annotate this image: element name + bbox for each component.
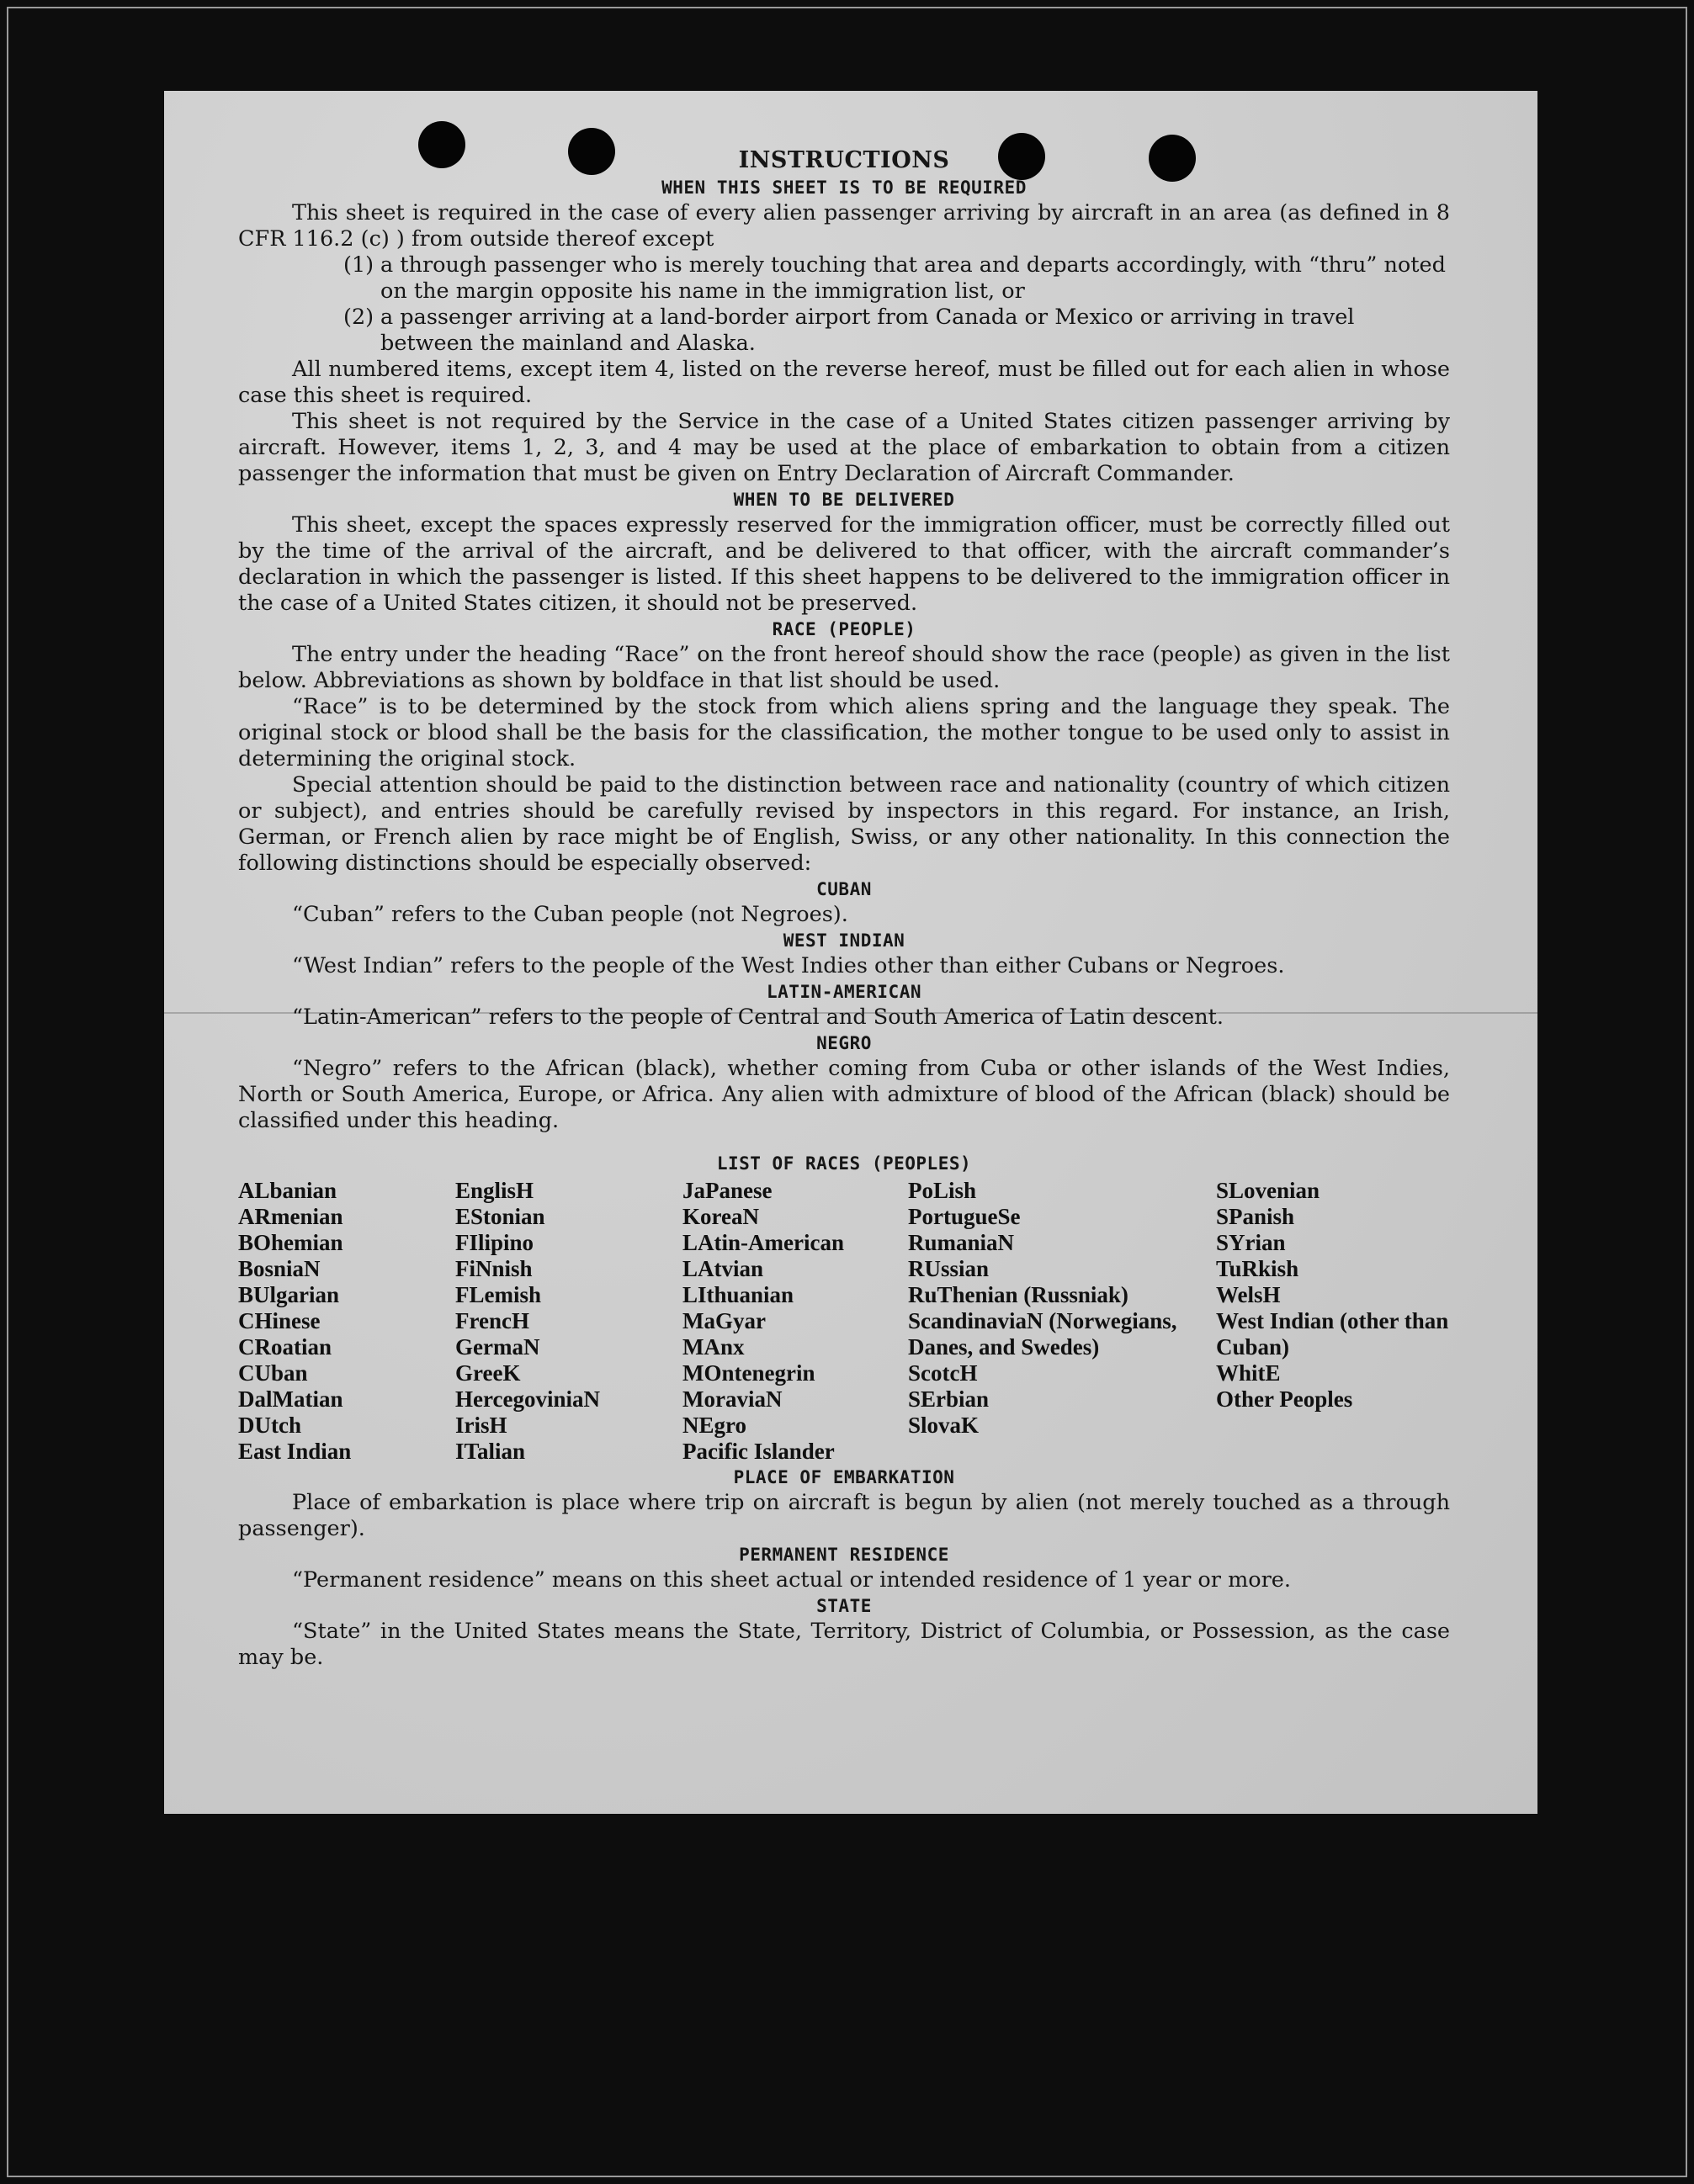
race-entry: RumaniaN <box>908 1230 1015 1255</box>
race-entry: ScandinaviaN (Norwegians, Danes, and Swedes) <box>908 1308 1177 1360</box>
race-entry: ARmenian <box>238 1204 343 1229</box>
exception-item <box>238 252 1450 305</box>
heading-negro: NEGRO <box>816 1033 872 1053</box>
race-entry: BOhemian <box>238 1230 343 1255</box>
race-entry: West Indian (other than Cuban) <box>1216 1308 1449 1360</box>
cuban-text: “Cuban” refers to the Cuban people (not Negroes). <box>292 902 848 927</box>
race-entry: SPanish <box>1216 1204 1295 1229</box>
race-entry: SlovaK <box>908 1413 980 1438</box>
race-entry: LAtvian <box>682 1256 764 1281</box>
page-title: INSTRUCTIONS <box>738 147 950 173</box>
heading-when-delivered: WHEN TO BE DELIVERED <box>733 490 955 510</box>
latin-american-text: “Latin-American” refers to the people of Central and South America of Latin descent. <box>292 1005 1224 1030</box>
race-entry: FrencH <box>455 1308 529 1333</box>
race-entry: PoLish <box>908 1178 977 1203</box>
race-entry: JaPanese <box>682 1178 773 1203</box>
race-paragraph: Special attention should be paid to the distinction between race and nationality (country of which citizen or subject), and entries should be carefully revised by inspectors in this regard. For instance, an Irish, German, or French alien by race might be of English, Swiss, or any other nationality. In this connection the following distinctions should be especially observed: <box>238 772 1450 876</box>
races-column <box>682 1178 908 1465</box>
race-entry: MoraviaN <box>682 1386 783 1412</box>
embarkation-text: Place of embarkation is place where trip on aircraft is begun by alien (not merely touched as a through passenger). <box>238 1490 1450 1541</box>
citizen-paragraph: This sheet is not required by the Service in the case of a United States citizen passenger arriving by aircraft. However, items 1, 2, 3, and 4 may be used at the place of embarkation to obtain from a citizen passenger the information that must be given on Entry Declaration of Aircraft Commander. <box>238 409 1450 486</box>
instructions-content <box>238 146 1450 1671</box>
race-entry: Pacific Islander <box>682 1439 835 1464</box>
race-entry: TuRkish <box>1216 1256 1299 1281</box>
race-entry: CHinese <box>238 1308 321 1333</box>
heading-state: STATE <box>816 1596 872 1616</box>
race-entry: RUssian <box>908 1256 990 1281</box>
race-entry: EStonian <box>455 1204 545 1229</box>
item-number: (1) <box>343 252 374 278</box>
races-column <box>908 1178 1216 1465</box>
race-entry: CUban <box>238 1360 308 1386</box>
race-entry: GermaN <box>455 1334 540 1360</box>
race-entry: GreeK <box>455 1360 521 1386</box>
race-entry: HercegoviniaN <box>455 1386 600 1412</box>
race-paragraph: “Race” is to be determined by the stock from which aliens spring and the language they speak. The original stock or blood shall be the basis for the classification, the mother tongue to be used only to assist in determining the original stock. <box>238 694 1450 771</box>
negro-text: “Negro” refers to the African (black), whether coming from Cuba or other islands of the West Indies, North or South America, Europe, or Africa. Any alien with admixture of blood of the African (black) should be classified under this heading. <box>238 1056 1450 1133</box>
when-delivered-text: This sheet, except the spaces expressly reserved for the immigration officer, must be correctly filled out by the time of the arrival of the aircraft, and be delivered to that officer, with the aircraft commander’s declaration in which the passenger is listed. If this sheet happens to be delivered to the immigration officer in the case of a United States citizen, it should not be preserved. <box>238 512 1450 616</box>
races-column <box>238 1178 455 1465</box>
race-entry: EnglisH <box>455 1178 534 1203</box>
race-entry: WelsH <box>1216 1282 1281 1307</box>
instruction-sheet <box>164 91 1537 1814</box>
race-entry: SLovenian <box>1216 1178 1320 1203</box>
race-entry: SYrian <box>1216 1230 1286 1255</box>
race-entry: NEgro <box>682 1413 747 1438</box>
race-entry: FiNnish <box>455 1256 533 1281</box>
when-required-intro: This sheet is required in the case of every alien passenger arriving by aircraft in an area (as defined in 8 CFR 116.2 (c) ) from outside thereof except <box>238 200 1450 252</box>
race-entry: ITalian <box>455 1439 526 1464</box>
race-entry: East Indian <box>238 1439 352 1464</box>
race-entry: FLemish <box>455 1282 542 1307</box>
race-entry: MOntenegrin <box>682 1360 815 1386</box>
heading-cuban: CUBAN <box>816 879 872 899</box>
heading-embarkation: PLACE OF EMBARKATION <box>733 1467 955 1487</box>
numbered-items-paragraph: All numbered items, except item 4, listed on the reverse hereof, must be filled out for each alien in whose case this sheet is required. <box>238 357 1450 408</box>
heading-list-of-races: LIST OF RACES (PEOPLES) <box>716 1153 972 1174</box>
west-indian-text: “West Indian” refers to the people of the West Indies other than either Cubans or Negroes. <box>292 953 1285 978</box>
residence-text: “Permanent residence” means on this sheet actual or intended residence of 1 year or more. <box>292 1567 1291 1593</box>
heading-west-indian: WEST INDIAN <box>783 930 905 951</box>
race-entry: BosniaN <box>238 1256 321 1281</box>
race-entry: DUtch <box>238 1413 301 1438</box>
race-entry: FIlipino <box>455 1230 534 1255</box>
heading-latin-american: LATIN-AMERICAN <box>766 982 921 1002</box>
race-entry: DalMatian <box>238 1386 343 1412</box>
item-text: a through passenger who is merely touching that area and departs accordingly, with “thru” noted on the margin opposite his name in the immigration list, or <box>380 252 1446 304</box>
race-entry: CRoatian <box>238 1334 332 1360</box>
race-entry: SErbian <box>908 1386 990 1412</box>
race-entry: IrisH <box>455 1413 507 1438</box>
race-entry: BUlgarian <box>238 1282 340 1307</box>
race-entry: LAtin-American <box>682 1230 844 1255</box>
races-column <box>1216 1178 1450 1465</box>
race-entry: KoreaN <box>682 1204 759 1229</box>
exception-item <box>238 305 1450 357</box>
race-entry: WhitE <box>1216 1360 1281 1386</box>
race-paragraph: The entry under the heading “Race” on the front hereof should show the race (people) as given in the list below. Abbreviations as shown by boldface in that list should be used. <box>238 642 1450 693</box>
races-column <box>455 1178 682 1465</box>
item-number: (2) <box>343 305 374 330</box>
race-entry: ALbanian <box>238 1178 337 1203</box>
heading-race: RACE (PEOPLE) <box>772 619 916 639</box>
heading-permanent-residence: PERMANENT RESIDENCE <box>739 1545 949 1565</box>
race-entry: RuThenian (Russniak) <box>908 1282 1128 1307</box>
state-text: “State” in the United States means the State, Territory, District of Columbia, or Possession, as the case may be. <box>238 1619 1450 1670</box>
race-entry: Other Peoples <box>1216 1386 1353 1412</box>
race-entry: MaGyar <box>682 1308 766 1333</box>
race-entry: ScotcH <box>908 1360 978 1386</box>
race-entry: PortugueSe <box>908 1204 1021 1229</box>
race-entry: MAnx <box>682 1334 745 1360</box>
heading-when-required: WHEN THIS SHEET IS TO BE REQUIRED <box>661 178 1027 198</box>
races-list <box>238 1178 1450 1465</box>
item-text: a passenger arriving at a land-border airport from Canada or Mexico or arriving in travel between the mainland and Alaska. <box>380 305 1355 356</box>
race-entry: LIthuanian <box>682 1282 794 1307</box>
